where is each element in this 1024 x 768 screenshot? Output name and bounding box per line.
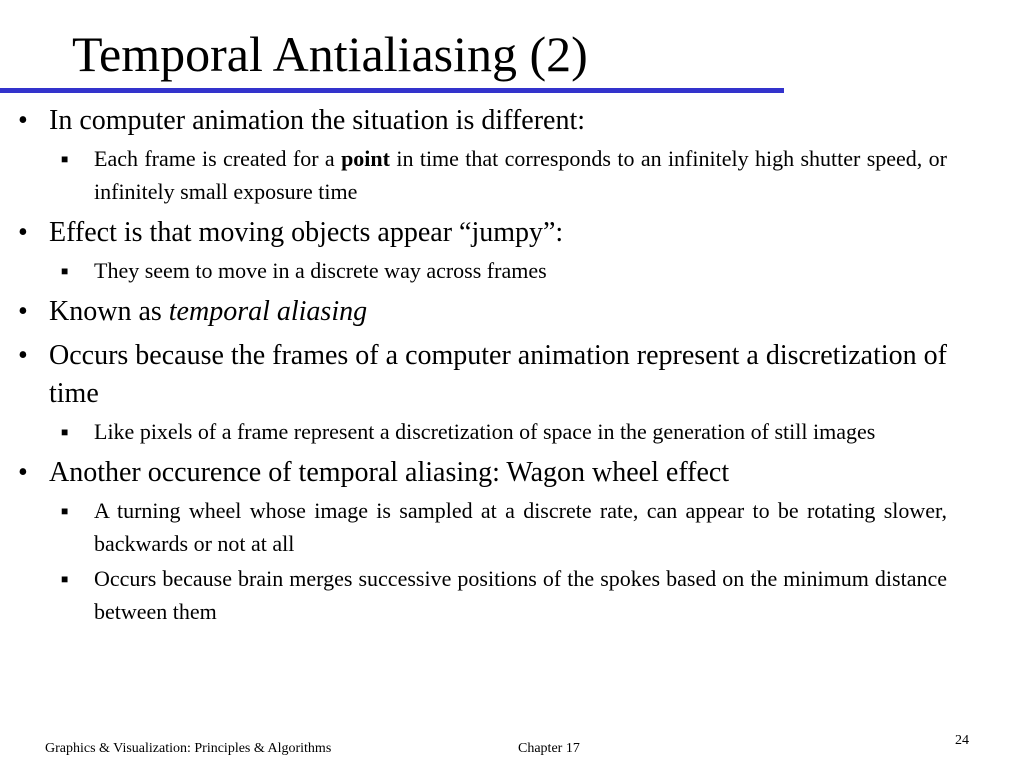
- bullet-dot-icon: •: [18, 457, 28, 488]
- footer-chapter: Chapter 17: [518, 741, 580, 756]
- bullet-4: [18, 337, 947, 413]
- page-number: 24: [955, 733, 969, 748]
- bullet-dot-icon: •: [18, 217, 28, 248]
- sub-bullet-4-1: [61, 415, 947, 448]
- bullet-dot-icon: •: [18, 340, 28, 371]
- sub-bullet-1-1-pre: Each frame is created for a: [94, 146, 342, 171]
- slide-body: [0, 102, 1024, 628]
- sub-bullet-5-2-text: Occurs because brain merges successive positions of the spokes based on the minimum distance between them: [94, 566, 947, 624]
- bullet-3-italic: temporal aliasing: [168, 296, 368, 327]
- sub-bullet-2-1: [61, 254, 947, 287]
- bullet-dot-icon: •: [18, 105, 28, 136]
- sub-bullet-5-1-text: A turning wheel whose image is sampled at a discrete rate, can appear to be rotating slower, backwards or not at all: [94, 498, 947, 556]
- bullet-1-text: In computer animation the situation is different:: [49, 105, 586, 136]
- sub-bullet-2-1-text: They seem to move in a discrete way across frames: [94, 258, 547, 283]
- bullet-5-text: Another occurence of temporal aliasing: Wagon wheel effect: [49, 457, 730, 488]
- bullet-4-text: Occurs because the frames of a computer animation represent a discretization of time: [49, 340, 947, 409]
- sub-bullet-1-1-bold: point: [341, 146, 390, 171]
- bullet-square-icon: ■: [61, 152, 69, 166]
- bullet-3-pre: Known as: [49, 296, 169, 327]
- bullet-5: [18, 454, 947, 492]
- bullet-square-icon: ■: [61, 504, 69, 518]
- bullet-square-icon: ■: [61, 264, 69, 278]
- bullet-1: [18, 102, 947, 140]
- bullet-dot-icon: •: [18, 296, 28, 327]
- bullet-2-text: Effect is that moving objects appear “jumpy”:: [49, 217, 564, 248]
- slide-title: Temporal Antialiasing (2): [72, 26, 588, 82]
- bullet-square-icon: ■: [61, 572, 69, 586]
- bullet-2: [18, 214, 947, 252]
- sub-bullet-1-1: [61, 142, 947, 208]
- sub-bullet-4-1-text: Like pixels of a frame represent a discretization of space in the generation of still images: [94, 419, 876, 444]
- sub-bullet-5-2: [61, 562, 947, 628]
- title-underline: [0, 88, 784, 93]
- bullet-square-icon: ■: [61, 425, 69, 439]
- bullet-3: [18, 293, 947, 331]
- footer-book-title: Graphics & Visualization: Principles & Algorithms: [45, 741, 332, 756]
- sub-bullet-1-1-post: in time that corresponds to an infinitely high shutter speed, or infinitely small exposure time: [94, 146, 947, 204]
- sub-bullet-5-1: [61, 494, 947, 560]
